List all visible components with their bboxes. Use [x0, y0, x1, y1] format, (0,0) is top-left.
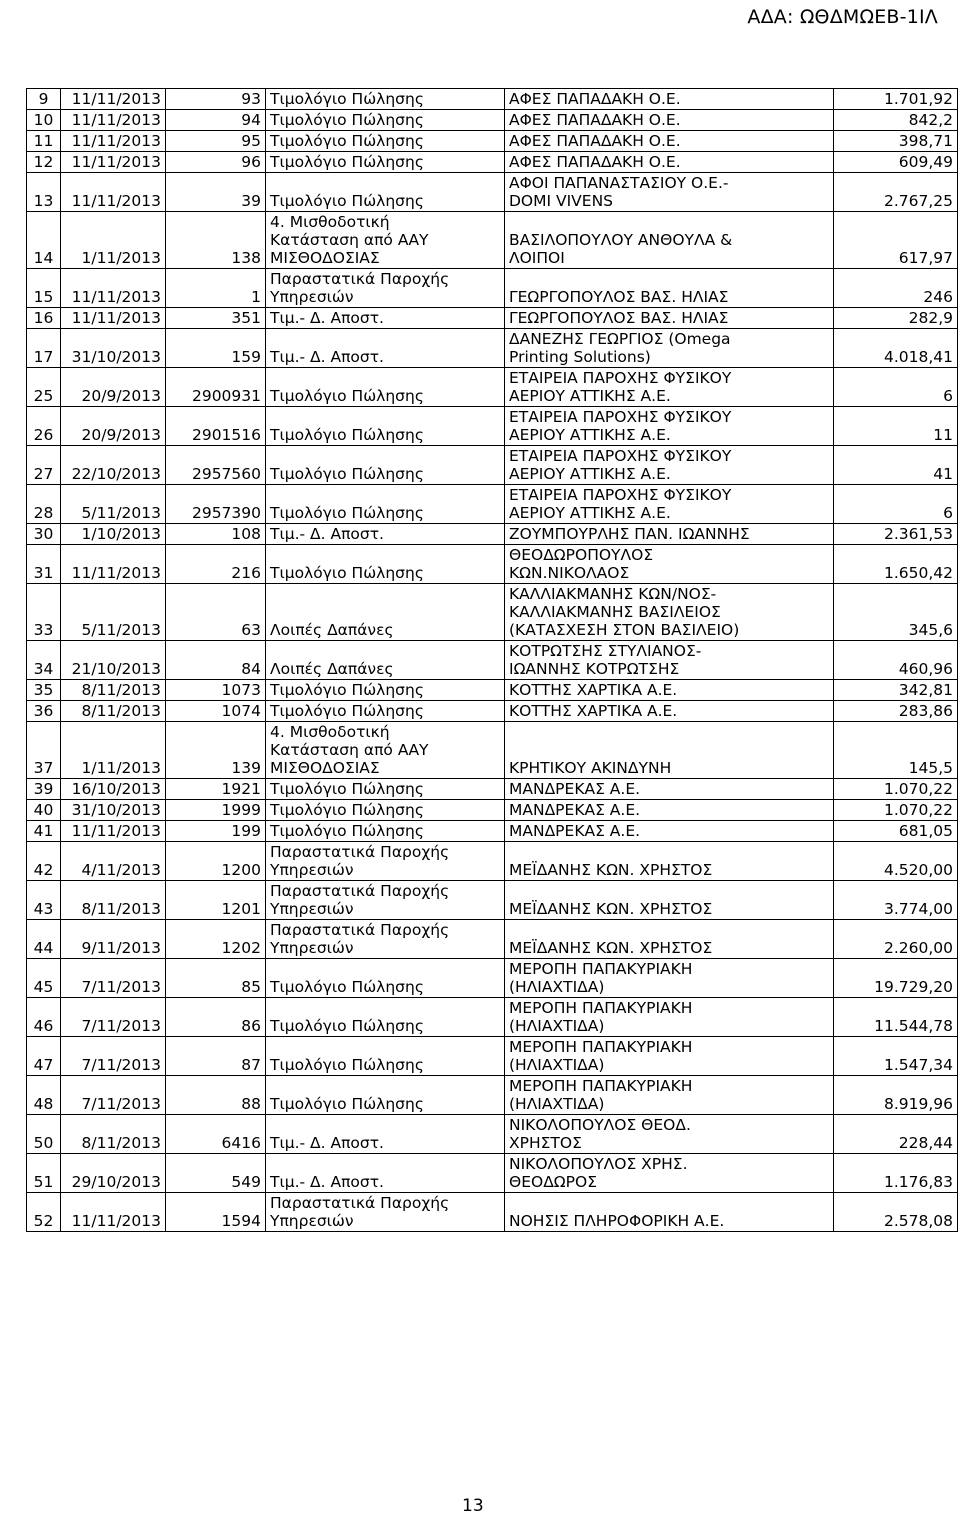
- cell-document-number: 1201: [166, 881, 266, 920]
- cell-date: 8/11/2013: [61, 881, 166, 920]
- cell-document-number: 63: [166, 584, 266, 641]
- cell-number: 50: [27, 1115, 61, 1154]
- cell-document-type: Τιμολόγιο Πώλησης: [266, 1037, 505, 1076]
- cell-number: 33: [27, 584, 61, 641]
- table-row: [27, 959, 958, 998]
- page-number: 13: [462, 1496, 484, 1516]
- cell-amount: 2.361,53: [834, 524, 958, 545]
- table-row: [27, 173, 958, 212]
- cell-amount: 11: [834, 407, 958, 446]
- cell-party: ΓΕΩΡΓΟΠΟΥΛΟΣ ΒΑΣ. ΗΛΙΑΣ: [505, 269, 834, 308]
- cell-document-type: Τιμολόγιο Πώλησης: [266, 110, 505, 131]
- cell-party: ΜΕΡΟΠΗ ΠΑΠΑΚΥΡΙΑΚΗ (ΗΛΙΑΧΤΙΔΑ): [505, 1076, 834, 1115]
- cell-document-number: 199: [166, 821, 266, 842]
- cell-number: 13: [27, 173, 61, 212]
- cell-amount: 4.018,41: [834, 329, 958, 368]
- cell-number: 45: [27, 959, 61, 998]
- cell-amount: 228,44: [834, 1115, 958, 1154]
- cell-date: 11/11/2013: [61, 1193, 166, 1232]
- table-row: [27, 680, 958, 701]
- cell-party: ΔΑΝΕΖΗΣ ΓΕΩΡΓΙΟΣ (Omega Printing Solutions): [505, 329, 834, 368]
- cell-document-type: Τιμολόγιο Πώλησης: [266, 173, 505, 212]
- table-row: [27, 212, 958, 269]
- cell-number: 34: [27, 641, 61, 680]
- table-row: [27, 920, 958, 959]
- cell-party: ΑΦΕΣ ΠΑΠΑΔΑΚΗ Ο.Ε.: [505, 110, 834, 131]
- cell-number: 27: [27, 446, 61, 485]
- cell-number: 14: [27, 212, 61, 269]
- cell-number: 44: [27, 920, 61, 959]
- cell-amount: 1.650,42: [834, 545, 958, 584]
- table-row: [27, 329, 958, 368]
- cell-document-type: Τιμ.- Δ. Αποστ.: [266, 524, 505, 545]
- cell-document-number: 95: [166, 131, 266, 152]
- cell-document-number: 351: [166, 308, 266, 329]
- cell-date: 11/11/2013: [61, 308, 166, 329]
- cell-document-type: 4. Μισθοδοτική Κατάσταση από ΑΑΥ ΜΙΣΘΟΔΟΣΙΑΣ: [266, 212, 505, 269]
- cell-document-number: 549: [166, 1154, 266, 1193]
- cell-number: 11: [27, 131, 61, 152]
- cell-party: ΚΟΤΤΗΣ ΧΑΡΤΙΚΑ Α.Ε.: [505, 680, 834, 701]
- table-row: [27, 641, 958, 680]
- cell-document-number: 2957390: [166, 485, 266, 524]
- cell-document-number: 1202: [166, 920, 266, 959]
- cell-number: 15: [27, 269, 61, 308]
- cell-document-number: 1921: [166, 779, 266, 800]
- table-body: [27, 89, 958, 1232]
- table-row: [27, 308, 958, 329]
- cell-party: ΕΤΑΙΡΕΙΑ ΠΑΡΟΧΗΣ ΦΥΣΙΚΟΥ ΑΕΡΙΟΥ ΑΤΤΙΚΗΣ Α.Ε.: [505, 407, 834, 446]
- cell-number: 42: [27, 842, 61, 881]
- cell-document-type: Παραστατικά Παροχής Υπηρεσιών: [266, 881, 505, 920]
- cell-date: 7/11/2013: [61, 959, 166, 998]
- table-row: [27, 545, 958, 584]
- cell-amount: 6: [834, 485, 958, 524]
- cell-amount: 41: [834, 446, 958, 485]
- cell-number: 47: [27, 1037, 61, 1076]
- cell-document-number: 108: [166, 524, 266, 545]
- cell-party: ΑΦΕΣ ΠΑΠΑΔΑΚΗ Ο.Ε.: [505, 131, 834, 152]
- cell-party: ΝΟΗΣΙΣ ΠΛΗΡΟΦΟΡΙΚΗ Α.Ε.: [505, 1193, 834, 1232]
- cell-document-type: Τιμολόγιο Πώλησης: [266, 131, 505, 152]
- cell-document-number: 1: [166, 269, 266, 308]
- cell-document-type: Τιμολόγιο Πώλησης: [266, 545, 505, 584]
- cell-amount: 1.176,83: [834, 1154, 958, 1193]
- cell-date: 5/11/2013: [61, 584, 166, 641]
- cell-party: ΕΤΑΙΡΕΙΑ ΠΑΡΟΧΗΣ ΦΥΣΙΚΟΥ ΑΕΡΙΟΥ ΑΤΤΙΚΗΣ Α.Ε.: [505, 485, 834, 524]
- cell-document-number: 159: [166, 329, 266, 368]
- cell-amount: 2.578,08: [834, 1193, 958, 1232]
- cell-amount: 8.919,96: [834, 1076, 958, 1115]
- table-row: [27, 1115, 958, 1154]
- cell-document-number: 1999: [166, 800, 266, 821]
- cell-date: 20/9/2013: [61, 368, 166, 407]
- cell-document-number: 1594: [166, 1193, 266, 1232]
- cell-party: ΕΤΑΙΡΕΙΑ ΠΑΡΟΧΗΣ ΦΥΣΙΚΟΥ ΑΕΡΙΟΥ ΑΤΤΙΚΗΣ Α.Ε.: [505, 368, 834, 407]
- table-row: [27, 722, 958, 779]
- cell-amount: 460,96: [834, 641, 958, 680]
- cell-document-number: 138: [166, 212, 266, 269]
- cell-number: 40: [27, 800, 61, 821]
- cell-date: 1/11/2013: [61, 212, 166, 269]
- cell-date: 31/10/2013: [61, 329, 166, 368]
- cell-number: 51: [27, 1154, 61, 1193]
- cell-document-type: 4. Μισθοδοτική Κατάσταση από ΑΑΥ ΜΙΣΘΟΔΟΣΙΑΣ: [266, 722, 505, 779]
- cell-date: 1/11/2013: [61, 722, 166, 779]
- cell-document-number: 1074: [166, 701, 266, 722]
- cell-document-type: Λοιπές Δαπάνες: [266, 641, 505, 680]
- cell-party: ΜΕΪΔΑΝΗΣ ΚΩΝ. ΧΡΗΣΤΟΣ: [505, 881, 834, 920]
- cell-date: 11/11/2013: [61, 152, 166, 173]
- cell-document-number: 94: [166, 110, 266, 131]
- cell-document-number: 139: [166, 722, 266, 779]
- cell-document-type: Τιμολόγιο Πώλησης: [266, 1076, 505, 1115]
- table-row: [27, 1037, 958, 1076]
- cell-amount: 282,9: [834, 308, 958, 329]
- cell-document-number: 1200: [166, 842, 266, 881]
- cell-amount: 617,97: [834, 212, 958, 269]
- table-row: [27, 1154, 958, 1193]
- cell-date: 11/11/2013: [61, 110, 166, 131]
- cell-document-type: Τιμολόγιο Πώλησης: [266, 446, 505, 485]
- cell-document-type: Παραστατικά Παροχής Υπηρεσιών: [266, 1193, 505, 1232]
- table-row: [27, 1076, 958, 1115]
- table-row: [27, 407, 958, 446]
- cell-date: 1/10/2013: [61, 524, 166, 545]
- expenses-table: [26, 88, 958, 1232]
- cell-amount: 345,6: [834, 584, 958, 641]
- cell-amount: 145,5: [834, 722, 958, 779]
- cell-document-type: Τιμολόγιο Πώλησης: [266, 701, 505, 722]
- cell-amount: 6: [834, 368, 958, 407]
- cell-document-number: 1073: [166, 680, 266, 701]
- table-row: [27, 584, 958, 641]
- cell-party: ΘΕΟΔΩΡΟΠΟΥΛΟΣ ΚΩΝ.ΝΙΚΟΛΑΟΣ: [505, 545, 834, 584]
- cell-party: ΑΦΕΣ ΠΑΠΑΔΑΚΗ Ο.Ε.: [505, 89, 834, 110]
- cell-amount: 2.260,00: [834, 920, 958, 959]
- cell-number: 46: [27, 998, 61, 1037]
- cell-date: 20/9/2013: [61, 407, 166, 446]
- cell-party: ΜΕΪΔΑΝΗΣ ΚΩΝ. ΧΡΗΣΤΟΣ: [505, 920, 834, 959]
- table-row: [27, 89, 958, 110]
- cell-party: ΝΙΚΟΛΟΠΟΥΛΟΣ ΧΡΗΣ. ΘΕΟΔΩΡΟΣ: [505, 1154, 834, 1193]
- table-row: [27, 152, 958, 173]
- cell-date: 9/11/2013: [61, 920, 166, 959]
- cell-amount: 2.767,25: [834, 173, 958, 212]
- cell-party: ΜΕΡΟΠΗ ΠΑΠΑΚΥΡΙΑΚΗ (ΗΛΙΑΧΤΙΔΑ): [505, 959, 834, 998]
- table-row: [27, 998, 958, 1037]
- cell-party: ΚΑΛΛΙΑΚΜΑΝΗΣ ΚΩΝ/ΝΟΣ- ΚΑΛΛΙΑΚΜΑΝΗΣ ΒΑΣΙΛΕΙΟΣ (ΚΑΤΑΣΧΕΣΗ ΣΤΟΝ ΒΑΣΙΛΕΙΟ): [505, 584, 834, 641]
- cell-party: ΚΟΤΡΩΤΣΗΣ ΣΤΥΛΙΑΝΟΣ- ΙΩΑΝΝΗΣ ΚΟΤΡΩΤΣΗΣ: [505, 641, 834, 680]
- cell-number: 16: [27, 308, 61, 329]
- cell-amount: 398,71: [834, 131, 958, 152]
- cell-number: 52: [27, 1193, 61, 1232]
- cell-number: 48: [27, 1076, 61, 1115]
- cell-document-number: 96: [166, 152, 266, 173]
- table-row: [27, 269, 958, 308]
- cell-date: 7/11/2013: [61, 1076, 166, 1115]
- cell-number: 26: [27, 407, 61, 446]
- cell-date: 8/11/2013: [61, 1115, 166, 1154]
- cell-document-type: Τιμολόγιο Πώλησης: [266, 779, 505, 800]
- cell-date: 11/11/2013: [61, 131, 166, 152]
- table-row: [27, 881, 958, 920]
- cell-party: ΚΡΗΤΙΚΟΥ ΑΚΙΝΔΥΝΗ: [505, 722, 834, 779]
- cell-date: 29/10/2013: [61, 1154, 166, 1193]
- cell-document-number: 86: [166, 998, 266, 1037]
- cell-party: ΜΑΝΔΡΕΚΑΣ Α.Ε.: [505, 800, 834, 821]
- cell-number: 9: [27, 89, 61, 110]
- cell-date: 11/11/2013: [61, 821, 166, 842]
- cell-amount: 842,2: [834, 110, 958, 131]
- table-row: [27, 779, 958, 800]
- cell-number: 41: [27, 821, 61, 842]
- cell-amount: 342,81: [834, 680, 958, 701]
- cell-document-number: 93: [166, 89, 266, 110]
- cell-document-type: Τιμολόγιο Πώλησης: [266, 152, 505, 173]
- cell-date: 5/11/2013: [61, 485, 166, 524]
- table-row: [27, 110, 958, 131]
- table-row: [27, 446, 958, 485]
- cell-date: 11/11/2013: [61, 89, 166, 110]
- cell-party: ΜΑΝΔΡΕΚΑΣ Α.Ε.: [505, 821, 834, 842]
- cell-document-type: Τιμολόγιο Πώλησης: [266, 680, 505, 701]
- cell-number: 30: [27, 524, 61, 545]
- cell-party: ΜΕΡΟΠΗ ΠΑΠΑΚΥΡΙΑΚΗ (ΗΛΙΑΧΤΙΔΑ): [505, 1037, 834, 1076]
- table-row: [27, 1193, 958, 1232]
- cell-document-type: Τιμ.- Δ. Αποστ.: [266, 329, 505, 368]
- cell-number: 43: [27, 881, 61, 920]
- cell-party: ΜΕΡΟΠΗ ΠΑΠΑΚΥΡΙΑΚΗ (ΗΛΙΑΧΤΙΔΑ): [505, 998, 834, 1037]
- cell-date: 11/11/2013: [61, 545, 166, 584]
- cell-amount: 1.547,34: [834, 1037, 958, 1076]
- cell-amount: 3.774,00: [834, 881, 958, 920]
- cell-document-type: Τιμ.- Δ. Αποστ.: [266, 308, 505, 329]
- cell-date: 11/11/2013: [61, 269, 166, 308]
- cell-date: 31/10/2013: [61, 800, 166, 821]
- cell-number: 36: [27, 701, 61, 722]
- cell-document-type: Παραστατικά Παροχής Υπηρεσιών: [266, 269, 505, 308]
- ada-header: ΑΔΑ: ΩΘΔΜΩΕΒ-1ΙΛ: [747, 6, 938, 28]
- cell-document-type: Τιμολόγιο Πώλησης: [266, 959, 505, 998]
- cell-date: 21/10/2013: [61, 641, 166, 680]
- cell-party: ΚΟΤΤΗΣ ΧΑΡΤΙΚΑ Α.Ε.: [505, 701, 834, 722]
- cell-amount: 1.070,22: [834, 800, 958, 821]
- cell-amount: 283,86: [834, 701, 958, 722]
- cell-party: ΒΑΣΙΛΟΠΟΥΛΟΥ ΑΝΘΟΥΛΑ & ΛΟΙΠΟΙ: [505, 212, 834, 269]
- cell-document-number: 88: [166, 1076, 266, 1115]
- cell-amount: 246: [834, 269, 958, 308]
- cell-date: 11/11/2013: [61, 173, 166, 212]
- cell-party: ΓΕΩΡΓΟΠΟΥΛΟΣ ΒΑΣ. ΗΛΙΑΣ: [505, 308, 834, 329]
- cell-document-type: Τιμολόγιο Πώλησης: [266, 89, 505, 110]
- cell-number: 25: [27, 368, 61, 407]
- cell-document-type: Τιμ.- Δ. Αποστ.: [266, 1115, 505, 1154]
- cell-date: 22/10/2013: [61, 446, 166, 485]
- cell-document-type: Τιμολόγιο Πώλησης: [266, 998, 505, 1037]
- cell-party: ΜΑΝΔΡΕΚΑΣ Α.Ε.: [505, 779, 834, 800]
- cell-date: 8/11/2013: [61, 701, 166, 722]
- cell-document-type: Παραστατικά Παροχής Υπηρεσιών: [266, 920, 505, 959]
- cell-document-number: 2900931: [166, 368, 266, 407]
- cell-date: 16/10/2013: [61, 779, 166, 800]
- cell-number: 12: [27, 152, 61, 173]
- cell-amount: 19.729,20: [834, 959, 958, 998]
- cell-document-number: 85: [166, 959, 266, 998]
- cell-document-number: 6416: [166, 1115, 266, 1154]
- cell-number: 39: [27, 779, 61, 800]
- cell-document-number: 84: [166, 641, 266, 680]
- cell-document-type: Παραστατικά Παροχής Υπηρεσιών: [266, 842, 505, 881]
- cell-document-number: 39: [166, 173, 266, 212]
- cell-date: 7/11/2013: [61, 998, 166, 1037]
- cell-document-type: Τιμολόγιο Πώλησης: [266, 485, 505, 524]
- cell-document-number: 2957560: [166, 446, 266, 485]
- cell-document-type: Τιμ.- Δ. Αποστ.: [266, 1154, 505, 1193]
- cell-party: ΑΦΕΣ ΠΑΠΑΔΑΚΗ Ο.Ε.: [505, 152, 834, 173]
- cell-party: ΑΦΟΙ ΠΑΠΑΝΑΣΤΑΣΙΟΥ Ο.Ε.- DOMI VIVENS: [505, 173, 834, 212]
- cell-number: 28: [27, 485, 61, 524]
- cell-amount: 11.544,78: [834, 998, 958, 1037]
- table-row: [27, 131, 958, 152]
- cell-document-type: Τιμολόγιο Πώλησης: [266, 800, 505, 821]
- cell-amount: 4.520,00: [834, 842, 958, 881]
- cell-amount: 681,05: [834, 821, 958, 842]
- cell-document-type: Τιμολόγιο Πώλησης: [266, 407, 505, 446]
- cell-number: 37: [27, 722, 61, 779]
- cell-number: 35: [27, 680, 61, 701]
- table-row: [27, 368, 958, 407]
- cell-date: 8/11/2013: [61, 680, 166, 701]
- cell-amount: 1.070,22: [834, 779, 958, 800]
- cell-amount: 1.701,92: [834, 89, 958, 110]
- cell-document-number: 216: [166, 545, 266, 584]
- cell-party: ΖΟΥΜΠΟΥΡΛΗΣ ΠΑΝ. ΙΩΑΝΝΗΣ: [505, 524, 834, 545]
- table-row: [27, 800, 958, 821]
- cell-date: 4/11/2013: [61, 842, 166, 881]
- cell-document-type: Λοιπές Δαπάνες: [266, 584, 505, 641]
- cell-number: 17: [27, 329, 61, 368]
- cell-number: 31: [27, 545, 61, 584]
- table-row: [27, 701, 958, 722]
- table-row: [27, 821, 958, 842]
- cell-party: ΝΙΚΟΛΟΠΟΥΛΟΣ ΘΕΟΔ. ΧΡΗΣΤΟΣ: [505, 1115, 834, 1154]
- cell-party: ΜΕΪΔΑΝΗΣ ΚΩΝ. ΧΡΗΣΤΟΣ: [505, 842, 834, 881]
- cell-date: 7/11/2013: [61, 1037, 166, 1076]
- table-row: [27, 842, 958, 881]
- cell-document-type: Τιμολόγιο Πώλησης: [266, 368, 505, 407]
- table-row: [27, 524, 958, 545]
- cell-amount: 609,49: [834, 152, 958, 173]
- cell-number: 10: [27, 110, 61, 131]
- table-row: [27, 485, 958, 524]
- cell-document-number: 87: [166, 1037, 266, 1076]
- cell-party: ΕΤΑΙΡΕΙΑ ΠΑΡΟΧΗΣ ΦΥΣΙΚΟΥ ΑΕΡΙΟΥ ΑΤΤΙΚΗΣ Α.Ε.: [505, 446, 834, 485]
- cell-document-number: 2901516: [166, 407, 266, 446]
- cell-document-type: Τιμολόγιο Πώλησης: [266, 821, 505, 842]
